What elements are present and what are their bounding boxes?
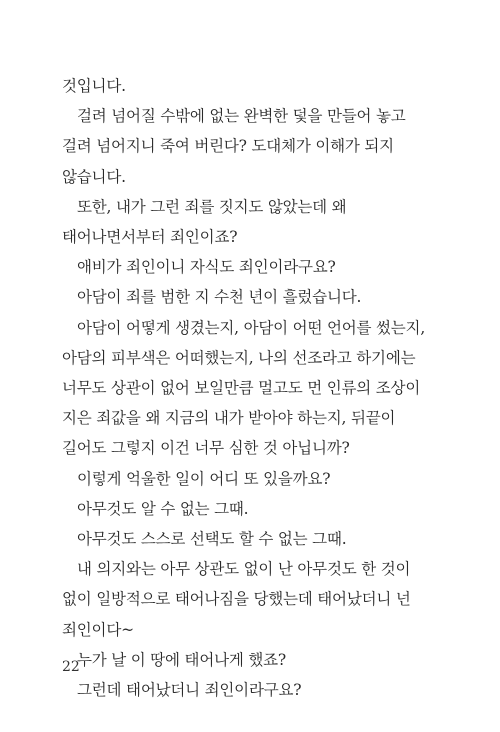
paragraph-9: 아무것도 스스로 선택도 할 수 없는 그때. [77, 530, 347, 549]
paragraph-3: 또한, 내가 그런 죄를 짓지도 않았는데 왜 태어나면서부터 죄인이죠? [62, 197, 347, 247]
paragraph-2: 걸려 넘어질 수밖에 없는 완벽한 덫을 만들어 놓고 걸려 넘어지니 죽여 버린다? 도대체가 이해가 되지 않습니다. [62, 107, 406, 186]
paragraph-7: 이렇게 억울한 일이 어디 또 있을까요? [77, 469, 331, 488]
body-text [62, 71, 438, 705]
paragraph-1: 것입니다. [62, 77, 126, 95]
paragraph-5: 아담이 죄를 범한 지 수천 년이 흘렀습니다. [77, 288, 362, 307]
paragraph-4: 애비가 죄인이니 자식도 죄인이라구요? [77, 258, 336, 277]
paragraph-10: 내 의지와는 아무 상관도 없이 난 아무것도 한 것이 없이 일방적으로 태어나짐을 당했는데 태어났더니 넌 죄인이다~ [62, 560, 411, 639]
paragraph-11: 누가 날 이 땅에 태어나게 했죠? [77, 650, 287, 669]
paragraph-12: 그런데 태어났더니 죄인이라구요? [77, 681, 302, 700]
page-number: 22 [62, 659, 80, 675]
paragraph-8: 아무것도 알 수 없는 그때. [77, 499, 249, 518]
paragraph-6: 아담이 어떻게 생겼는지, 아담이 어떤 언어를 썼는지, 아담의 피부색은 어떠했는지, 나의 선조라고 하기에는 너무도 상관이 없어 보일만큼 멀고도 먼 인류의 조상이 지은 죄값을 왜 지금의 내가 받아야 하는지, 뒤끝이 길어도 그렇지 이건 너무 심한 것 아닙니까? [62, 318, 426, 458]
